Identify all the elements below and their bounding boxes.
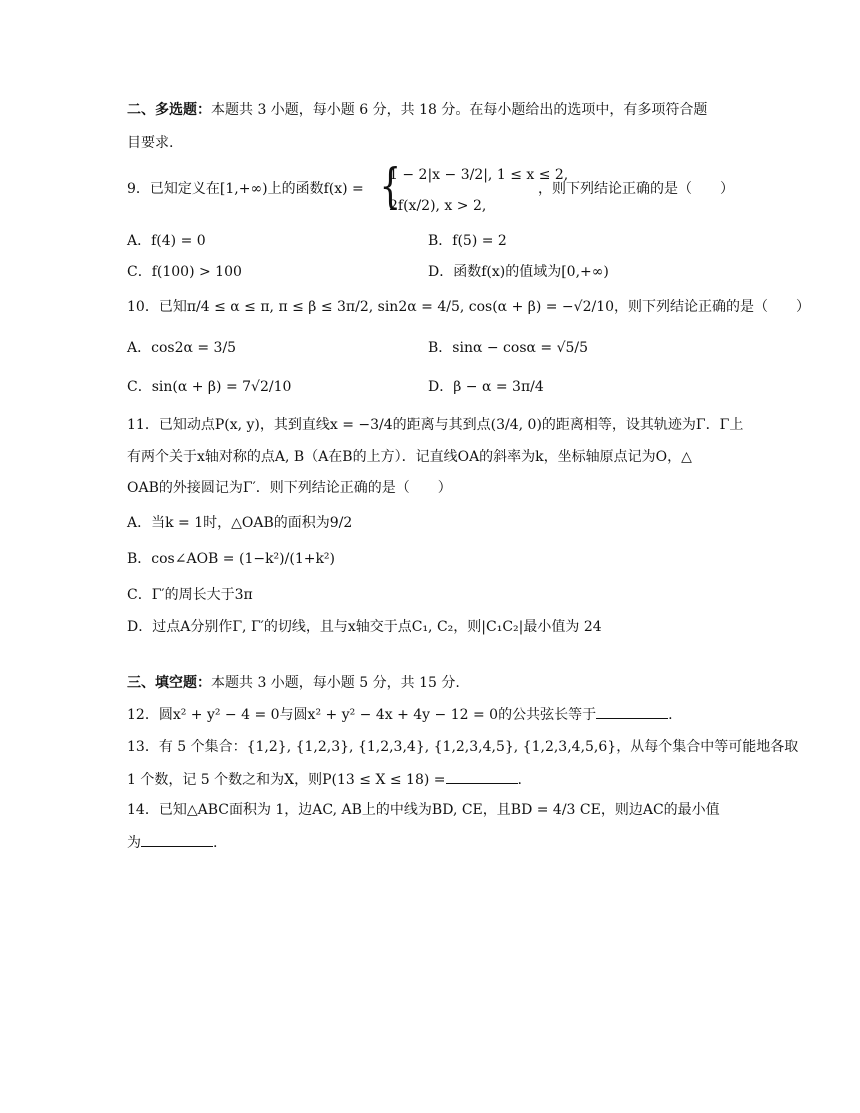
q10-option-d: D．β − α = 3π/4 [428,379,544,395]
q9-piece1: 1 − 2|x − 3/2|, 1 ≤ x ≤ 2, [389,167,569,183]
q12-period: . [668,707,673,723]
q11-option-d: D．过点A分别作Γ, Γ′的切线，且与x轴交于点C₁, C₂，则|C₁C₂|最小值为 24 [127,619,602,635]
q9-brace: { [379,158,401,214]
q14-line2 [127,832,217,853]
answer-blank-12[interactable] [596,704,668,719]
q11-option-b: B．cos∠AOB = (1−k²)/(1+k²) [127,551,336,567]
section2-heading: 二、多选题： [127,102,211,118]
section3-line [127,673,460,693]
q10-option-b: B．sinα − cosα = √5/5 [428,340,589,356]
q14-line1: 14．已知△ABC面积为 1，边AC, AB上的中线为BD, CE，且BD = 4/3 CE，则边AC的最小值 [127,802,720,818]
q13-line2 [127,769,522,790]
q9-option-b: B．f(5) = 2 [428,233,507,249]
q12-text: 12．圆x² + y² − 4 = 0与圆x² + y² − 4x + 4y − 12 = 0的公共弦长等于 [127,707,597,723]
q13-period: . [517,772,522,788]
q12-line [127,704,673,725]
q11-option-c: C．Γ′的周长大于3π [127,587,253,603]
section2-line1 [127,100,707,120]
q11-line2: 有两个关于x轴对称的点A, B（A在B的上方）．记直线OA的斜率为k，坐标轴原点记为O，△ [127,449,692,465]
q9-tail: ，则下列结论正确的是（ ） [538,181,734,197]
q10-text: 10．已知π/4 ≤ α ≤ π, π ≤ β ≤ 3π/2, sin2α = 4/5, cos(α + β) = −√2/10，则下列结论正确的是（ ） [127,299,811,315]
q10-option-a: A．cos2α = 3/5 [127,340,237,356]
q14-text: 为 [127,835,141,851]
q10-option-c: C．sin(α + β) = 7√2/10 [127,379,292,395]
q9-lead: 9．已知定义在[1,+∞)上的函数f(x) = [127,181,364,197]
q9-option-c: C．f(100) > 100 [127,264,242,280]
answer-blank-14[interactable] [141,832,213,847]
q9-option-a: A．f(4) = 0 [127,233,206,249]
q14-period: . [213,835,218,851]
section3-heading: 三、填空题： [127,675,211,691]
section3-intro: 本题共 3 小题，每小题 5 分，共 15 分. [211,675,460,691]
q11-line1: 11．已知动点P(x, y)，其到直线x = −3/4的距离与其到点(3/4, 0)的距离相等，设其轨迹为Γ．Γ上 [127,417,744,433]
q11-line3: OAB的外接圆记为Γ′．则下列结论正确的是（ ） [127,480,452,496]
section2-intro: 本题共 3 小题，每小题 6 分，共 18 分。在每小题给出的选项中，有多项符合题 [211,102,708,118]
q11-option-a: A．当k = 1时，△OAB的面积为9/2 [127,515,353,531]
section2-line2: 目要求. [127,135,174,151]
q9-piece2: 2f(x/2), x > 2, [389,198,487,214]
q9-option-d: D．函数f(x)的值域为[0,+∞) [428,264,609,280]
q13-line1: 13．有 5 个集合：{1,2}, {1,2,3}, {1,2,3,4}, {1,2,3,4,5}, {1,2,3,4,5,6}，从每个集合中等可能地各取 [127,739,799,755]
q13-text: 1 个数，记 5 个数之和为X，则P(13 ≤ X ≤ 18) = [127,772,446,788]
answer-blank-13[interactable] [446,769,518,784]
